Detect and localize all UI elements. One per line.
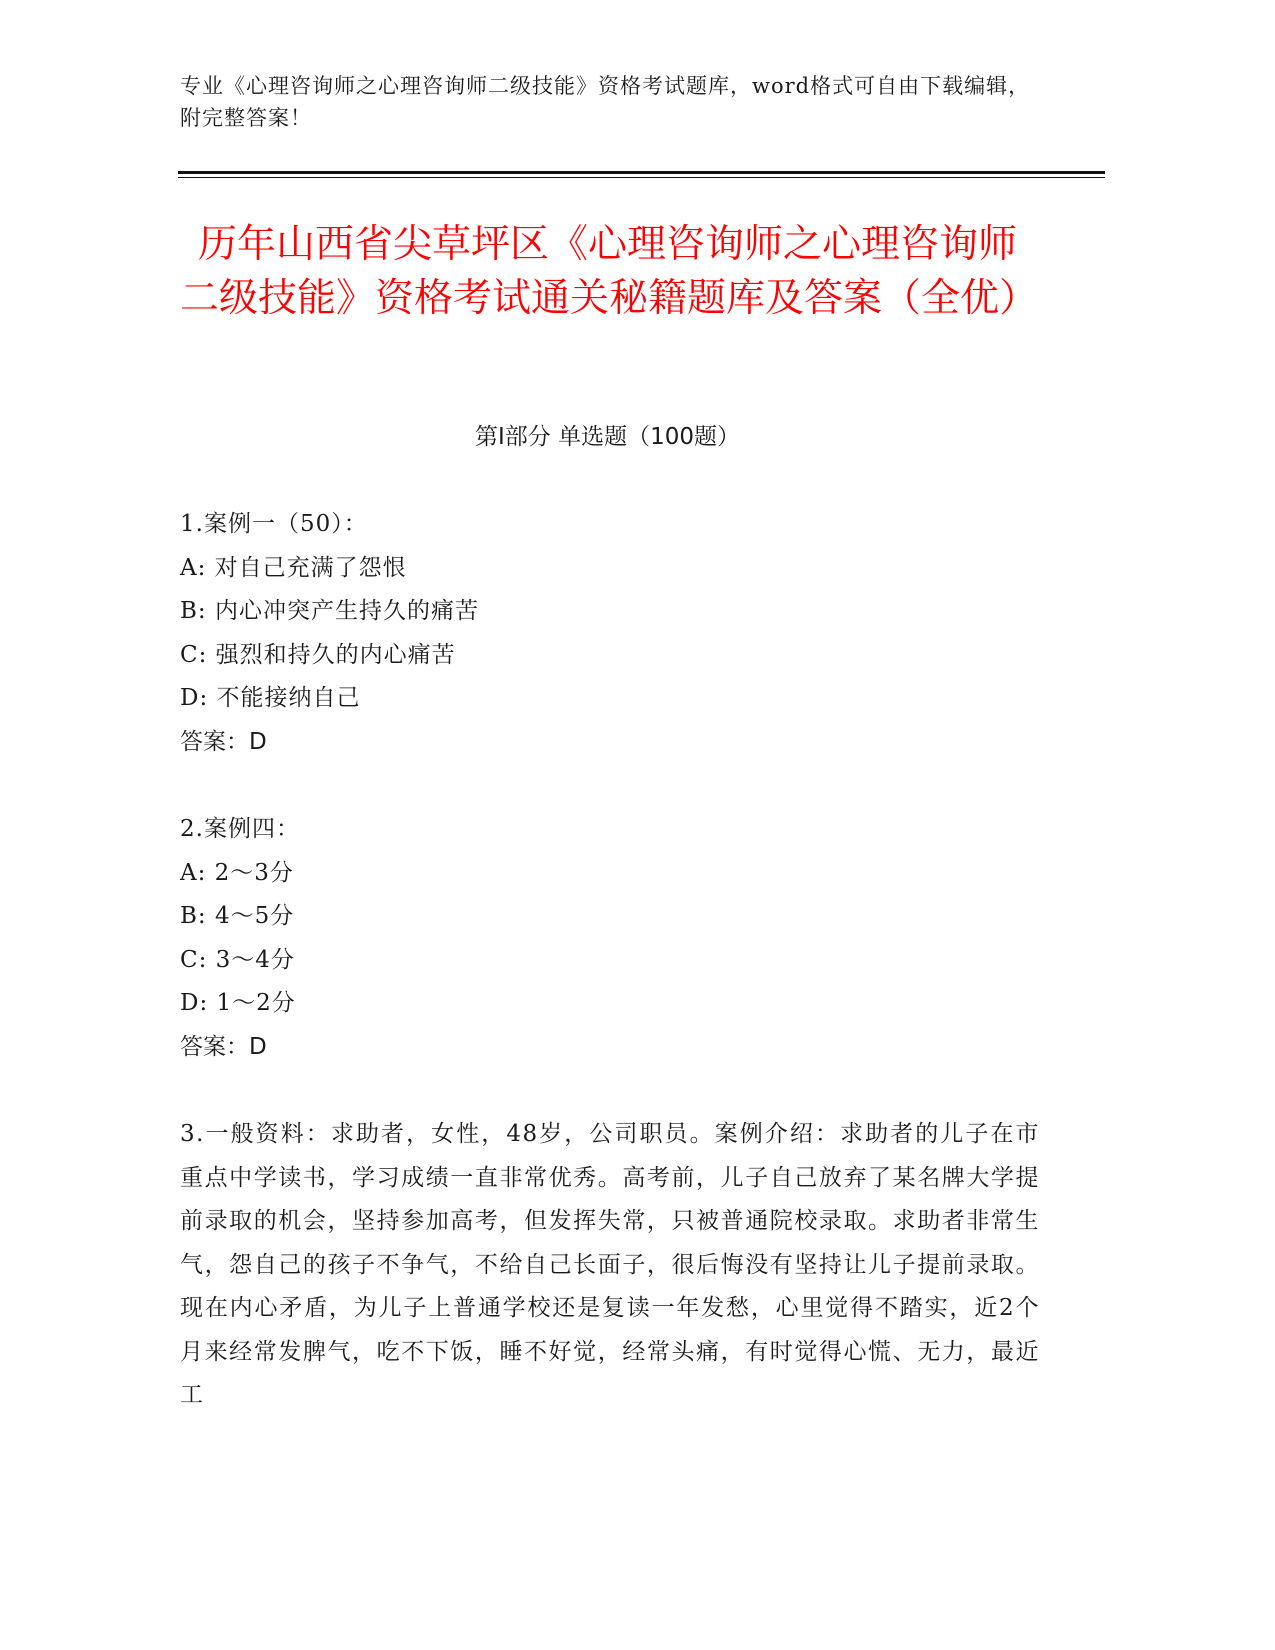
question-3 (180, 1113, 1040, 1418)
answer: 答案：D (180, 1033, 267, 1060)
document-title: 历年山西省尖草坪区《心理咨询师之心理咨询师二级技能》资格考试通关秘籍题库及答案（全优） (180, 222, 1039, 321)
option-d: D: 1～2分 (180, 990, 296, 1016)
option-a: A: 对自己充满了怨恨 (180, 554, 407, 581)
option-c: C: 3～4分 (180, 946, 295, 973)
question-stem: 3.一般资料：求助者，女性，48岁，公司职员。案例介绍：求助者的儿子在市重点中学读书，学习成绩一直非常优秀。高考前，儿子自己放弃了某名牌大学提前录取的机会，坚持参加高考，但发挥失常，只被普通院校录取。求助者非常生气，怨自己的孩子不争气，不给自己长面子，很后悔没有坚持让儿子提前录取。现在内心矛盾，为儿子上普通学校还是复读一年发愁，心里觉得不踏实，近2个月来经常发脾气，吃不下饭，睡不好觉，经常头痛，有时觉得心慌、无力，最近工 (180, 1121, 1040, 1408)
answer: 答案：D (180, 728, 267, 755)
option-c: C: 强烈和持久的内心痛苦 (180, 641, 456, 668)
option-a: A: 2～3分 (180, 859, 294, 886)
question-stem: 1.案例一（50）： (180, 511, 368, 537)
question-1 (180, 503, 1040, 764)
question-stem: 2.案例四： (180, 816, 300, 842)
section-heading: 第I部分 单选题（100题） (475, 424, 740, 450)
option-b: B: 内心冲突产生持久的痛苦 (180, 598, 479, 624)
header-note: 专业《心理咨询师之心理咨询师二级技能》资格考试题库，word格式可自由下载编辑，附完整答案！ (180, 74, 1031, 130)
header-divider-thick (178, 171, 1105, 174)
option-d: D: 不能接纳自己 (180, 685, 361, 711)
header-divider-thin (178, 177, 1105, 178)
question-2 (180, 808, 1040, 1069)
option-b: B: 4～5分 (180, 903, 295, 929)
